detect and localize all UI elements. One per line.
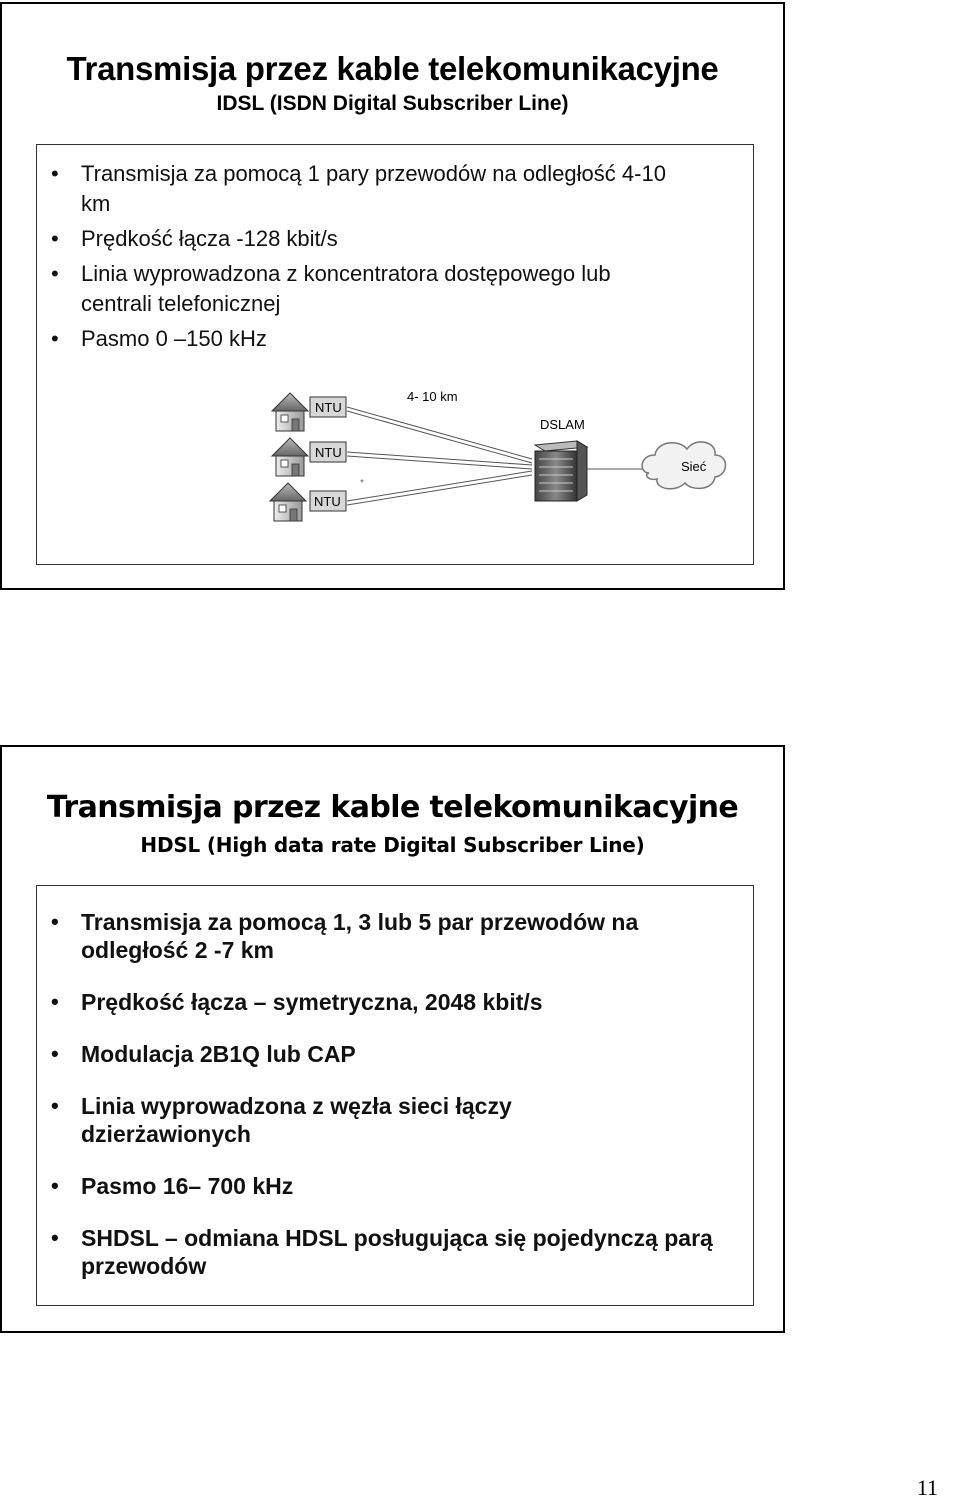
dslam-label: DSLAM [540,417,585,432]
bullet-item: • Linia wyprowadzona z węzła sieci łączy dzierżawionych [37,1092,611,1148]
bullet-list [37,159,677,359]
bullet-item: • Prędkość łącza -128 kbit/s [37,224,677,254]
idsl-network-diagram [267,383,727,563]
bullet-item: • Prędkość łącza – symetryczna, 2048 kbit/s [37,988,737,1016]
bullet-item: • Modulacja 2B1Q lub CAP [37,1040,737,1068]
ntu-label: NTU [314,494,341,509]
bullet-item: • Pasmo 0 –150 kHz [37,324,677,354]
ntu-label: NTU [315,445,342,460]
slide-idsl [0,2,785,590]
bullet-list [37,908,737,1304]
house-icon [272,438,308,476]
bullet-item: • Linia wyprowadzona z koncentratora dostępowego lub centrali telefonicznej [37,259,677,319]
slide-hdsl [0,745,785,1333]
slide-subtitle: HDSL (High data rate Digital Subscriber Line) [140,833,645,857]
network-label: Sieć [681,459,707,474]
bullet-item: • Pasmo 16– 700 kHz [37,1172,737,1200]
svg-text:*: * [360,478,364,489]
ntu-label: NTU [315,400,342,415]
subscriber-lines [347,407,532,505]
slide-title: Transmisja przez kable telekomunikacyjne [66,50,719,87]
bullet-item: • Transmisja za pomocą 1 pary przewodów na odległość 4-10 km [37,159,677,219]
distance-label: 4- 10 km [407,389,458,404]
slide-subtitle: IDSL (ISDN Digital Subscriber Line) [216,92,569,115]
house-icon [272,393,308,431]
slide-title: Transmisja przez kable telekomunikacyjne [46,790,739,825]
content-box [36,144,754,565]
page-number: 11 [916,1475,938,1500]
bullet-item: • SHDSL – odmiana HDSL posługująca się pojedynczą parą przewodów [37,1224,751,1280]
bullet-item: • Transmisja za pomocą 1, 3 lub 5 par przewodów na odległość 2 -7 km [37,908,721,964]
dslam-icon [535,441,587,501]
house-icon [270,483,306,521]
content-box [36,885,754,1306]
